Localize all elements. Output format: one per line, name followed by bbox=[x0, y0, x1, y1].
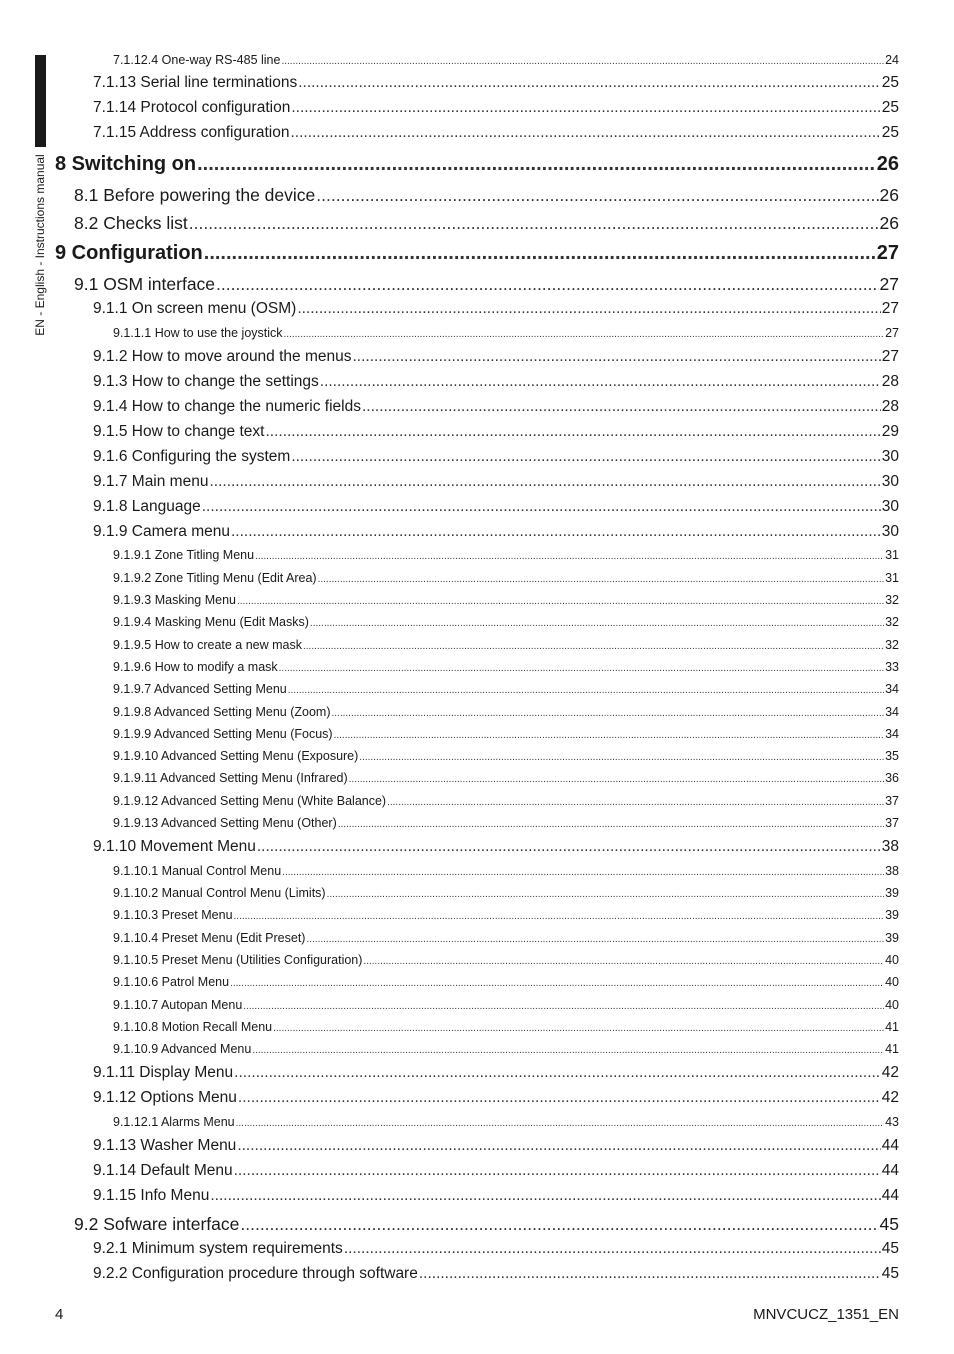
toc-entry-title: 8.2 Checks list bbox=[74, 213, 188, 233]
dot-leader bbox=[298, 74, 881, 92]
toc-entry-page: 27 bbox=[881, 348, 899, 365]
toc-entry[interactable] bbox=[113, 794, 899, 808]
toc-entry[interactable] bbox=[113, 638, 899, 652]
toc-entry[interactable] bbox=[93, 523, 899, 541]
toc-entry[interactable] bbox=[113, 1115, 899, 1129]
toc-entry[interactable] bbox=[113, 548, 899, 562]
toc-entry[interactable] bbox=[74, 185, 899, 206]
toc-entry-title: 9.1.10.8 Motion Recall Menu bbox=[113, 1020, 273, 1034]
toc-entry-page: 25 bbox=[881, 99, 899, 116]
toc-entry[interactable] bbox=[113, 682, 899, 696]
toc-entry-page: 45 bbox=[881, 1265, 899, 1282]
toc-entry[interactable] bbox=[113, 326, 899, 340]
toc-entry-title: 7.1.15 Address configuration bbox=[93, 124, 290, 141]
toc-entry-title: 9.1.9.8 Advanced Setting Menu (Zoom) bbox=[113, 705, 331, 719]
toc-entry-page: 40 bbox=[885, 998, 899, 1012]
toc-entry-title: 9.1.9 Camera menu bbox=[93, 523, 230, 540]
toc-entry-title: 9.1.9.12 Advanced Setting Menu (White Balance) bbox=[113, 794, 387, 808]
toc-entry-title: 9.1.10.4 Preset Menu (Edit Preset) bbox=[113, 931, 306, 945]
toc-entry-page: 27 bbox=[881, 300, 899, 317]
toc-entry-title: 8.1 Before powering the device bbox=[74, 185, 316, 205]
toc-entry-page: 37 bbox=[885, 816, 899, 830]
toc-entry-page: 28 bbox=[881, 373, 899, 390]
toc-entry[interactable] bbox=[113, 771, 899, 785]
toc-entry[interactable] bbox=[93, 1137, 899, 1155]
toc-entry[interactable] bbox=[113, 886, 899, 900]
toc-entry-page: 41 bbox=[885, 1020, 899, 1034]
toc-entry[interactable] bbox=[113, 1020, 899, 1034]
toc-entry[interactable] bbox=[93, 373, 899, 391]
toc-entry-title: 9.1.9.5 How to create a new mask bbox=[113, 638, 302, 652]
toc-entry-title: 9.1.10.1 Manual Control Menu bbox=[113, 864, 282, 878]
toc-entry-title: 9.1.9.1 Zone Titling Menu bbox=[113, 548, 255, 562]
toc-entry[interactable] bbox=[93, 1265, 899, 1283]
dot-leader bbox=[209, 473, 880, 491]
dot-leader bbox=[231, 523, 881, 541]
toc-entry-title: 9.1.9.9 Advanced Setting Menu (Focus) bbox=[113, 727, 333, 741]
toc-entry[interactable] bbox=[93, 448, 899, 466]
toc-entry-page: 32 bbox=[885, 615, 899, 629]
toc-entry-page: 29 bbox=[881, 423, 899, 440]
toc-entry[interactable] bbox=[93, 423, 899, 441]
dot-leader bbox=[197, 153, 876, 176]
dot-leader bbox=[297, 300, 880, 318]
toc-entry[interactable] bbox=[93, 1064, 899, 1082]
toc-entry-title: 9.1.9.11 Advanced Setting Menu (Infrared) bbox=[113, 771, 348, 785]
dot-leader bbox=[320, 373, 881, 391]
dot-leader bbox=[334, 730, 885, 741]
dot-leader bbox=[255, 551, 884, 562]
toc-entry-title: 9.1.10.7 Autopan Menu bbox=[113, 998, 243, 1012]
toc-entry-page: 25 bbox=[881, 124, 899, 141]
toc-entry-title: 9.1.12.1 Alarms Menu bbox=[113, 1115, 235, 1129]
toc-entry[interactable] bbox=[113, 1042, 899, 1056]
dot-leader bbox=[362, 398, 881, 416]
toc-entry-title: 9.1.15 Info Menu bbox=[93, 1187, 210, 1204]
dot-leader bbox=[236, 1118, 884, 1129]
toc-entry-page: 39 bbox=[885, 886, 899, 900]
toc-entry[interactable] bbox=[113, 593, 899, 607]
toc-entry[interactable] bbox=[93, 398, 899, 416]
dot-leader bbox=[243, 1001, 884, 1012]
dot-leader bbox=[284, 329, 885, 340]
toc-entry-page: 40 bbox=[885, 953, 899, 967]
dot-leader bbox=[303, 641, 884, 652]
toc-entry-page: 44 bbox=[881, 1137, 899, 1154]
toc-entry-title: 9.1.7 Main menu bbox=[93, 473, 209, 490]
dot-leader bbox=[349, 774, 884, 785]
toc-entry-title: 9.1.9.13 Advanced Setting Menu (Other) bbox=[113, 816, 337, 830]
toc-entry-page: 32 bbox=[885, 593, 899, 607]
toc-entry-title: 9.1.4 How to change the numeric fields bbox=[93, 398, 361, 415]
toc-entry[interactable] bbox=[93, 348, 899, 366]
dot-leader bbox=[202, 498, 881, 516]
side-language-label: EN - English - Instructions manual bbox=[33, 154, 47, 336]
toc-entry[interactable] bbox=[113, 816, 899, 830]
dot-leader bbox=[257, 838, 881, 856]
toc-entry-title: 9.1.3 How to change the settings bbox=[93, 373, 319, 390]
toc-entry[interactable] bbox=[55, 242, 899, 265]
toc-entry-title: 9.1.9.7 Advanced Setting Menu bbox=[113, 682, 287, 696]
toc-entry-title: 7.1.12.4 One-way RS-485 line bbox=[113, 53, 281, 67]
toc-entry-page: 28 bbox=[881, 398, 899, 415]
toc-entry-title: 9.1.10.2 Manual Control Menu (Limits) bbox=[113, 886, 326, 900]
toc-entry-title: 7.1.13 Serial line terminations bbox=[93, 74, 298, 91]
toc-entry-title: 9.1.1.1 How to use the joystick bbox=[113, 326, 283, 340]
dot-leader bbox=[281, 56, 884, 67]
toc-entry-title: 7.1.14 Protocol configuration bbox=[93, 99, 291, 116]
toc-entry-page: 34 bbox=[885, 682, 899, 696]
toc-entry-page: 39 bbox=[885, 931, 899, 945]
toc-entry-page: 30 bbox=[881, 448, 899, 465]
dot-leader bbox=[310, 618, 884, 629]
footer-document-code: MNVCUCZ_1351_EN bbox=[753, 1306, 899, 1323]
toc-entry-page: 43 bbox=[885, 1115, 899, 1129]
toc-entry-page: 36 bbox=[885, 771, 899, 785]
toc-entry[interactable] bbox=[113, 931, 899, 945]
toc-entry-page: 44 bbox=[881, 1162, 899, 1179]
toc-entry-title: 9.1.9.6 How to modify a mask bbox=[113, 660, 278, 674]
toc-entry-page: 45 bbox=[879, 1214, 899, 1234]
toc-entry[interactable] bbox=[113, 864, 899, 878]
toc-entry-page: 33 bbox=[885, 660, 899, 674]
dot-leader bbox=[210, 1187, 880, 1205]
dot-leader bbox=[265, 423, 880, 441]
toc-entry-title: 9.1.9.2 Zone Titling Menu (Edit Area) bbox=[113, 571, 317, 585]
toc-entry-title: 9.1.6 Configuring the system bbox=[93, 448, 291, 465]
toc-entry-page: 31 bbox=[885, 571, 899, 585]
toc-entry[interactable] bbox=[113, 727, 899, 741]
toc-entry-page: 31 bbox=[885, 548, 899, 562]
toc-entry-page: 34 bbox=[885, 705, 899, 719]
toc-entry-title: 9.2.1 Minimum system requirements bbox=[93, 1240, 343, 1257]
toc-entry[interactable] bbox=[93, 838, 899, 856]
toc-entry-page: 32 bbox=[885, 638, 899, 652]
dot-leader bbox=[282, 867, 884, 878]
toc-entry-page: 45 bbox=[881, 1240, 899, 1257]
dot-leader bbox=[363, 956, 884, 967]
toc-entry-title: 9.1.2 How to move around the menus bbox=[93, 348, 352, 365]
toc-entry-page: 34 bbox=[885, 727, 899, 741]
toc-entry-page: 27 bbox=[885, 326, 899, 340]
toc-entry-title: 9.1.10.5 Preset Menu (Utilities Configuration) bbox=[113, 953, 363, 967]
side-tab-bar bbox=[35, 55, 46, 147]
dot-leader bbox=[216, 274, 878, 295]
toc-entry[interactable] bbox=[113, 749, 899, 763]
dot-leader bbox=[230, 978, 884, 989]
toc-entry-title: 9.1.10 Movement Menu bbox=[93, 838, 256, 855]
toc-entry[interactable] bbox=[93, 1089, 899, 1107]
toc-entry[interactable] bbox=[55, 153, 899, 176]
toc-entry-title: 9.2 Sofware interface bbox=[74, 1214, 240, 1234]
toc-entry[interactable] bbox=[93, 124, 899, 142]
toc-entry[interactable] bbox=[93, 1187, 899, 1205]
toc-entry[interactable] bbox=[113, 660, 899, 674]
toc-entry-title: 8 Switching on bbox=[55, 153, 197, 175]
toc-entry-title: 9.1.10.3 Preset Menu bbox=[113, 908, 233, 922]
toc-entry[interactable] bbox=[93, 99, 899, 117]
dot-leader bbox=[234, 1162, 881, 1180]
toc-entry-page: 30 bbox=[881, 473, 899, 490]
toc-entry[interactable] bbox=[93, 74, 899, 92]
dot-leader bbox=[234, 911, 885, 922]
toc-entry[interactable] bbox=[113, 571, 899, 585]
toc-entry-title: 9.1.8 Language bbox=[93, 498, 201, 515]
toc-entry-title: 9.1.5 How to change text bbox=[93, 423, 265, 440]
dot-leader bbox=[318, 574, 885, 585]
toc-entry-page: 35 bbox=[885, 749, 899, 763]
dot-leader bbox=[419, 1265, 881, 1283]
dot-leader bbox=[352, 348, 880, 366]
toc-entry-title: 9.1 OSM interface bbox=[74, 274, 216, 294]
dot-leader bbox=[359, 752, 884, 763]
toc-entry-title: 9.1.14 Default Menu bbox=[93, 1162, 233, 1179]
dot-leader bbox=[338, 819, 884, 830]
toc-entry[interactable] bbox=[74, 274, 899, 295]
toc-entry[interactable] bbox=[93, 1240, 899, 1258]
dot-leader bbox=[327, 889, 884, 900]
toc-entry[interactable] bbox=[93, 473, 899, 491]
toc-entry[interactable] bbox=[113, 615, 899, 629]
toc-entry[interactable] bbox=[93, 498, 899, 516]
toc-entry-page: 41 bbox=[885, 1042, 899, 1056]
toc-entry-page: 24 bbox=[885, 53, 899, 67]
dot-leader bbox=[252, 1045, 884, 1056]
toc-entry[interactable] bbox=[74, 1214, 899, 1235]
toc-entry-page: 39 bbox=[885, 908, 899, 922]
toc-entry-title: 9 Configuration bbox=[55, 242, 203, 264]
toc-entry[interactable] bbox=[74, 213, 899, 234]
toc-entry-title: 9.1.11 Display Menu bbox=[93, 1064, 234, 1081]
toc-entry-page: 30 bbox=[881, 498, 899, 515]
toc-entry-page: 27 bbox=[879, 274, 899, 294]
toc-entry-page: 40 bbox=[885, 975, 899, 989]
toc-entry-page: 26 bbox=[876, 153, 899, 175]
dot-leader bbox=[288, 685, 884, 696]
dot-leader bbox=[279, 663, 884, 674]
dot-leader bbox=[273, 1023, 884, 1034]
toc-entry-page: 27 bbox=[876, 242, 899, 264]
toc-entry-page: 42 bbox=[881, 1089, 899, 1106]
toc-entry-page: 26 bbox=[879, 185, 899, 205]
toc-entry-title: 9.1.10.6 Patrol Menu bbox=[113, 975, 230, 989]
toc-entry[interactable] bbox=[113, 975, 899, 989]
toc-entry[interactable] bbox=[113, 953, 899, 967]
toc-entry-title: 9.1.9.3 Masking Menu bbox=[113, 593, 236, 607]
toc-entry[interactable] bbox=[113, 908, 899, 922]
dot-leader bbox=[344, 1240, 881, 1258]
footer-page-number: 4 bbox=[55, 1306, 64, 1323]
toc-entry-page: 30 bbox=[881, 523, 899, 540]
toc-entry-page: 42 bbox=[881, 1064, 899, 1081]
toc-entry[interactable] bbox=[113, 998, 899, 1012]
dot-leader bbox=[332, 708, 885, 719]
toc-entry-page: 37 bbox=[885, 794, 899, 808]
dot-leader bbox=[291, 99, 880, 117]
dot-leader bbox=[387, 797, 884, 808]
toc-entry-page: 38 bbox=[885, 864, 899, 878]
dot-leader bbox=[290, 124, 880, 142]
toc-entry-title: 9.1.13 Washer Menu bbox=[93, 1137, 237, 1154]
toc-entry-title: 9.1.12 Options Menu bbox=[93, 1089, 237, 1106]
dot-leader bbox=[204, 242, 876, 265]
toc-entry-page: 26 bbox=[879, 213, 899, 233]
dot-leader bbox=[237, 596, 884, 607]
toc-entry[interactable] bbox=[113, 705, 899, 719]
toc-entry-title: 9.1.1 On screen menu (OSM) bbox=[93, 300, 297, 317]
toc-entry-page: 25 bbox=[881, 74, 899, 91]
dot-leader bbox=[238, 1089, 881, 1107]
toc-entry[interactable] bbox=[93, 1162, 899, 1180]
toc-entry[interactable] bbox=[113, 53, 899, 67]
dot-leader bbox=[306, 934, 884, 945]
dot-leader bbox=[234, 1064, 881, 1082]
toc-entry-page: 44 bbox=[881, 1187, 899, 1204]
toc-entry[interactable] bbox=[93, 300, 899, 318]
dot-leader bbox=[240, 1214, 878, 1235]
toc-entry-page: 38 bbox=[881, 838, 899, 855]
toc-entry-title: 9.2.2 Configuration procedure through software bbox=[93, 1265, 418, 1282]
dot-leader bbox=[291, 448, 880, 466]
toc-entry-title: 9.1.9.4 Masking Menu (Edit Masks) bbox=[113, 615, 309, 629]
toc-entry-title: 9.1.9.10 Advanced Setting Menu (Exposure) bbox=[113, 749, 359, 763]
dot-leader bbox=[316, 185, 878, 206]
dot-leader bbox=[237, 1137, 880, 1155]
toc-entry-title: 9.1.10.9 Advanced Menu bbox=[113, 1042, 252, 1056]
dot-leader bbox=[189, 213, 879, 234]
